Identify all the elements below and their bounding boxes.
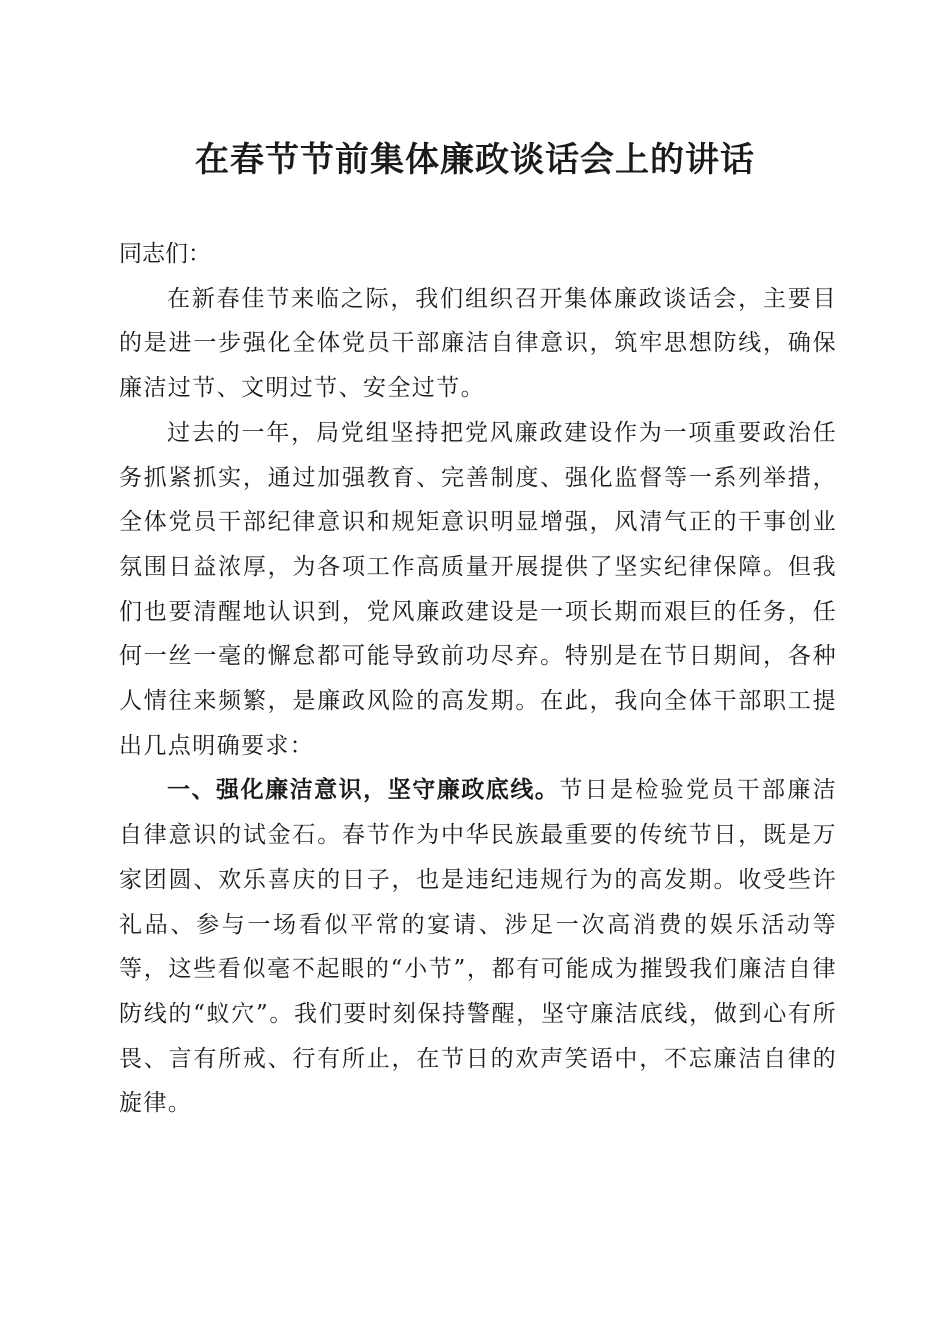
document-body — [119, 232, 837, 1126]
paragraph-text: 节日是检验党员干部廉洁自律意识的试金石。春节作为中华民族最重要的传统节日，既是万家团圆、欢乐喜庆的日子，也是违纪违规行为的高发期。收受些许礼品、参与一场看似平常的宴请、涉足一次高消费的娱乐活动等等，这些看似毫不起眼的“小节”，都有可能成为摧毁我们廉洁自律防线的“蚁穴”。我们要时刻保持警醒，坚守廉洁底线，做到心有所畏、言有所戒、行有所止，在节日的欢声笑语中，不忘廉洁自律的旋律。 — [119, 777, 837, 1117]
paragraph-requirement-1 — [119, 768, 837, 1126]
greeting: 同志们： — [119, 241, 211, 267]
document-title: 在春节节前集体廉政谈话会上的讲话 — [195, 140, 755, 180]
paragraph-heading: 一、强化廉洁意识，坚守廉政底线。 — [167, 777, 560, 804]
paragraph-intro — [119, 277, 837, 411]
paragraph-text: 在新春佳节来临之际，我们组织召开集体廉政谈话会，主要目的是进一步强化全体党员干部廉洁自律意识，筑牢思想防线，确保廉洁过节、文明过节、安全过节。 — [119, 285, 837, 402]
paragraph-text: 过去的一年，局党组坚持把党风廉政建设作为一项重要政治任务抓紧抓实，通过加强教育、完善制度、强化监督等一系列举措，全体党员干部纪律意识和规矩意识明显增强，风清气正的干事创业氛围日益浓厚，为各项工作高质量开展提供了坚实纪律保障。但我们也要清醒地认识到，党风廉政建设是一项长期而艰巨的任务，任何一丝一毫的懈怠都可能导致前功尽弃。特别是在节日期间，各种人情往来频繁，是廉政风险的高发期。在此，我向全体干部职工提出几点明确要求： — [119, 419, 837, 759]
paragraph-review — [119, 411, 837, 769]
